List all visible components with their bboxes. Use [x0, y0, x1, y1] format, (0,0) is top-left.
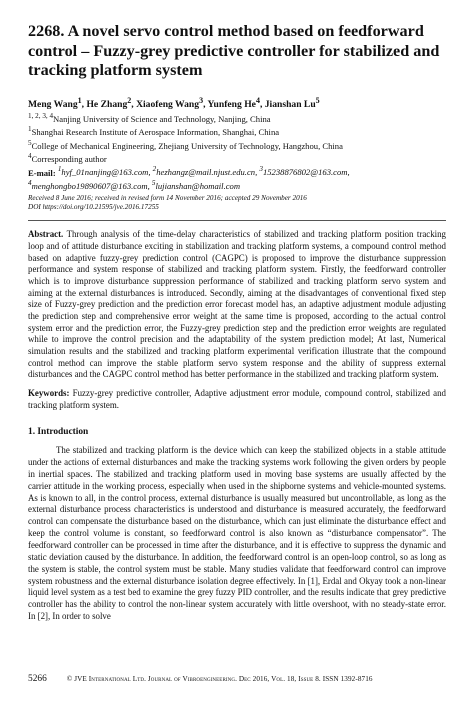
journal-main: International Ltd. Journal of Vibroengineering. Dec 2016, Vol. 18, Issue 8. ISSN 1392-8716: [88, 675, 373, 683]
journal-prefix: © JVE: [66, 675, 89, 683]
abstract-label: Abstract.: [28, 229, 64, 240]
keywords-text: Fuzzy-grey predictive controller, Adaptive adjustment error module, compound control, stabilized and tracking platform system.: [28, 387, 446, 410]
email-link-line-1[interactable]: $^1$hyf_01nanjing@163.com, $^2$hezhangz@mail.njust.edu.cn, $^3$15238876802@163.com,: [57, 165, 350, 178]
page-number: 5266: [28, 674, 47, 684]
keywords-paragraph: [28, 388, 446, 411]
email-label: E-mail:: [28, 167, 58, 178]
affiliation-list: [28, 111, 446, 165]
keywords-label: Keywords:: [28, 387, 70, 398]
affiliation-2: $^1$Shanghai Research Institute of Aerospace Information, Shanghai, China: [28, 125, 280, 137]
section-heading-introduction: 1. Introduction: [28, 427, 89, 438]
header-divider: [28, 220, 446, 221]
email-block: [28, 165, 446, 192]
received-dates: Received 8 June 2016; received in revised form 14 November 2016; accepted 29 November 2016: [28, 194, 307, 203]
doi-link[interactable]: DOI https://doi.org/10.21595/jve.2016.17255: [28, 203, 159, 212]
email-link-line-2[interactable]: $^4$menghongbo19890607@163.com, $^5$lujianshan@homail.com: [28, 178, 241, 191]
paper-title: 2268. A novel servo control method based on feedforward control – Fuzzy-grey predictive controller for stabilized and tracking platform system: [28, 22, 440, 79]
journal-citation: [67, 674, 373, 684]
affiliation-1: $^{1, 2, 3, 4}$Nanjing University of Science and Technology, Nanjing, China: [28, 111, 271, 124]
introduction-paragraph: The stabilized and tracking platform is the device which can keep the stabilized objects in a stable attitude under the actions of external disturbances and make the tracking systems work following the given orders by people in inertial spaces. The stabilized and tracking platform used in moving base systems are usually affected by the carrier attitude in the working process, especially when used in the shipborne systems and vehicle-mounted systems. As is known to all, in the control process, external disturbance is usually measured but uncontrollable, as long as the external disturbance process characteristics is understood and disturbance is measured accurately, the feedforward control can compensate the disturbance based on the disturbance, which can just eliminate the disturbance effect and keep the control volume is constant, so feedforward control is also known as “disturbance compensator”. The feedforward controller can be processed in time after the disturbance, and it is effective to suppress the dynamic and static deviation caused by the disturbance. In addition, the feedforward control is an open-loop control, so as long as the system is stable, the control system must be stable. Many studies validate that feedforward control can improve system robustness and the external disturbance isolation degree effectively. In [1], Erdal and Okyay took a non-linear liquid level system as a test bed to examine the grey fuzzy PID controller, and the results indicate that grey predictive controller has the ability to control the non-linear system accurately with little overshoot, with no steady-state error. In [2], In order to solve: [28, 445, 446, 622]
affiliation-3: $^5$College of Mechanical Engineering, Zhejiang University of Technology, Hangzhou, China: [28, 138, 343, 151]
abstract-paragraph: [28, 229, 446, 381]
author-list: Meng Wang$^1$, He Zhang$^2$, Xiaofeng Wang$^3$, Yunfeng He$^4$, Jianshan Lu$^5$: [28, 95, 320, 110]
submission-dates: [28, 194, 446, 212]
page-footer: [28, 674, 446, 684]
abstract-text: Through analysis of the time-delay characteristics of stabilized and tracking platform position tracking loop and of attitude disturbance exciting in stabilization and tracking platform systems, a compound control method based on adaptive fuzzy-grey prediction control (CAGPC) is proposed to improve the disturbance suppression performance and system response of stabilized and tracking platform system. Firstly, the feedforward controller which is to improve disturbance suppression performance of stabilized and tracking platform servo system and aiming at the external disturbances is introduced. Secondly, aiming at the disadvantages of conventional fixed step size of Fuzzy-grey prediction and the prediction error forecast model has, an adaptive adjustment module adjusting the prediction step and comprehensive error weight at the same time is proposed, according to the actual control system error and the prediction error, the Fuzzy-grey prediction step and the prediction error weights are regulated while to improve the control precision and the adaptability of the system prediction model; At last, Numerical simulation results and the stabilized and tracking platform experimental verification illustrate that the compound control method can improve the stable platform servo system response and the ability of suppress external disturbances and the CAGPC control method has better performance in the stabilized and tracking platform system.: [28, 229, 446, 380]
corresponding-author-note: $^4$Corresponding author: [28, 152, 107, 164]
